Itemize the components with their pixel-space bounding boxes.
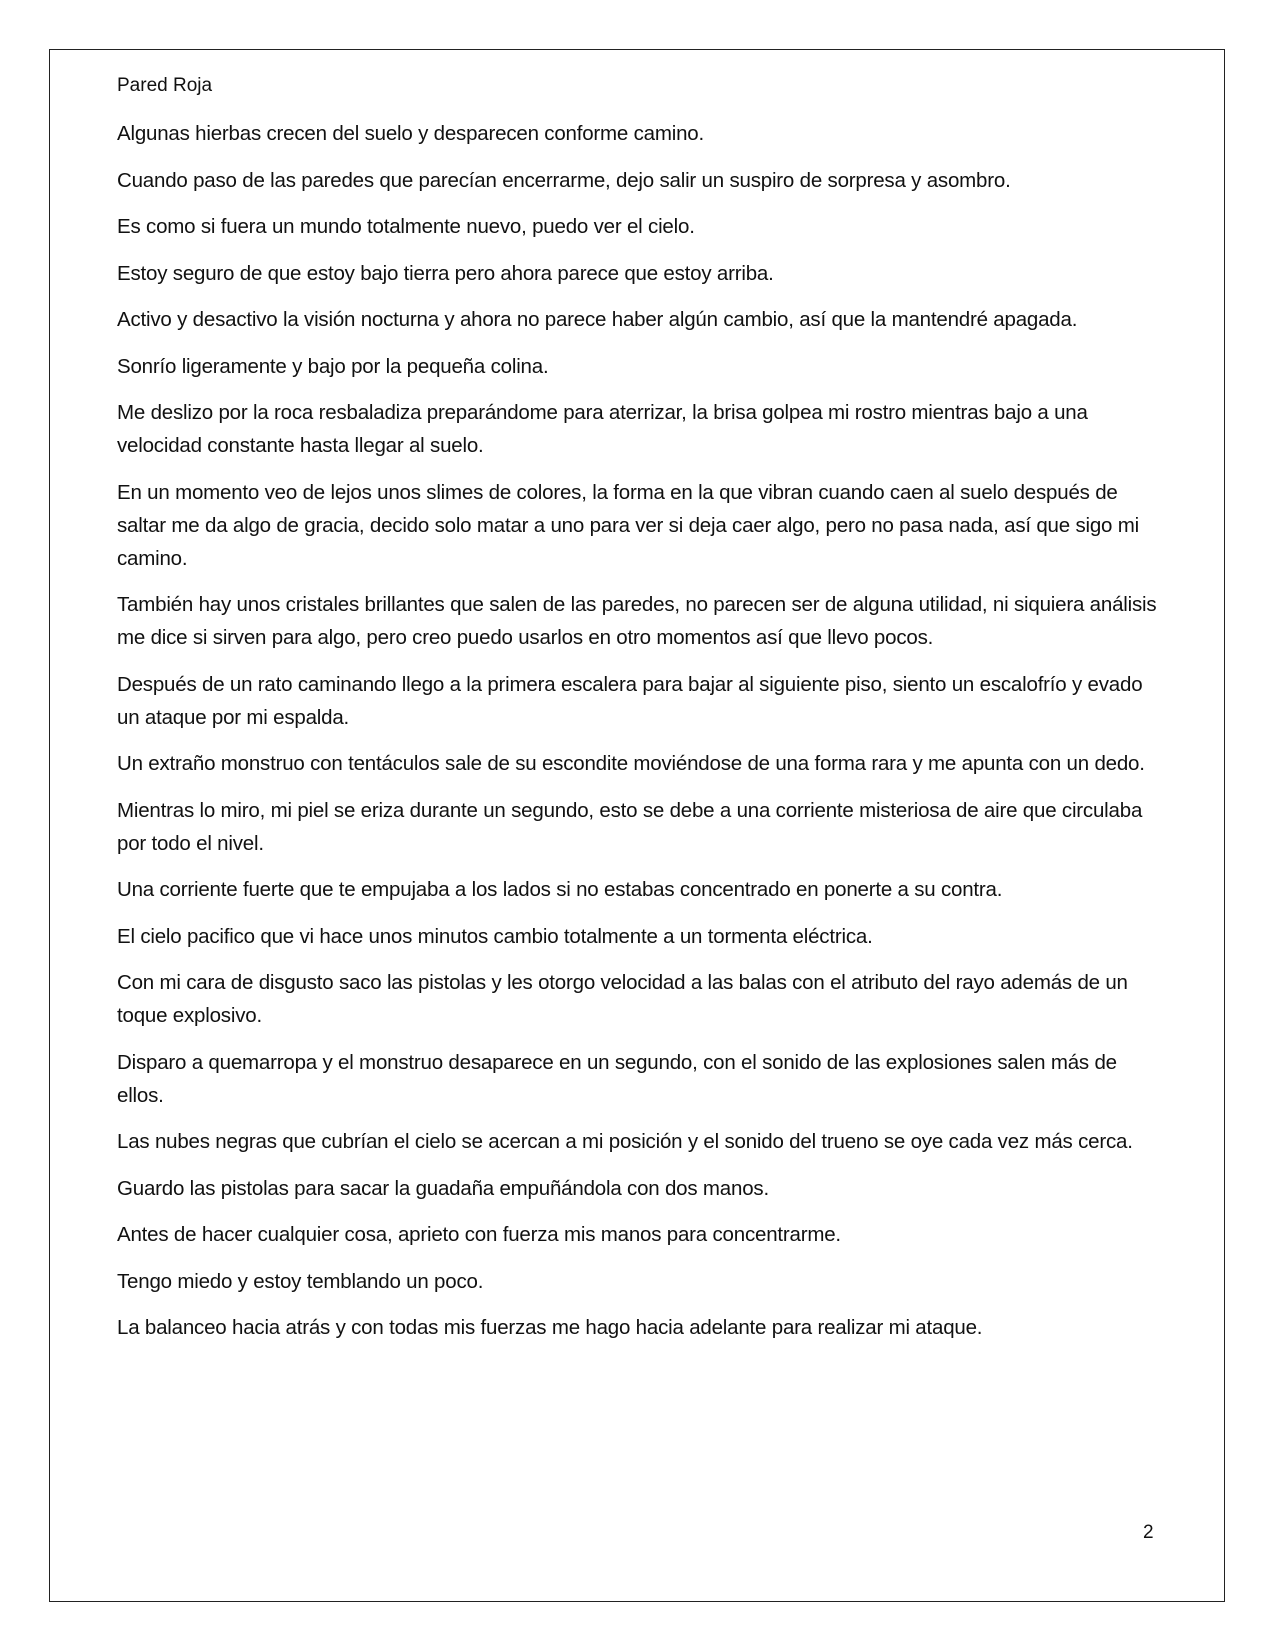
paragraph: Una corriente fuerte que te empujaba a los lados si no estabas concentrado en ponerte a su contra.: [117, 878, 1003, 901]
paragraph: Antes de hacer cualquier cosa, aprieto con fuerza mis manos para concentrarme.: [117, 1223, 841, 1246]
paragraph: Me deslizo por la roca resbaladiza preparándome para aterrizar, la brisa golpea mi rostro mientras bajo a una velocidad constante hasta llegar al suelo.: [117, 401, 1088, 457]
paragraph: También hay unos cristales brillantes que salen de las paredes, no parecen ser de alguna utilidad, ni siquiera análisis me dice si sirven para algo, pero creo puedo usarlos en otro momentos así que llevo pocos.: [117, 593, 1157, 649]
paragraph: Con mi cara de disgusto saco las pistolas y les otorgo velocidad a las balas con el atributo del rayo además de un toque explosivo.: [117, 971, 1128, 1027]
paragraph: En un momento veo de lejos unos slimes de colores, la forma en la que vibran cuando caen al suelo después de saltar me da algo de gracia, decido solo matar a uno para ver si deja caer algo, pero no pasa nada, así que sigo mi camino.: [117, 480, 1139, 570]
paragraph: La balanceo hacia atrás y con todas mis fuerzas me hago hacia adelante para realizar mi ataque.: [117, 1316, 983, 1339]
paragraph: Activo y desactivo la visión nocturna y ahora no parece haber algún cambio, así que la mantendré apagada.: [117, 308, 1078, 331]
page-number: 2: [1143, 1522, 1154, 1543]
paragraph: Tengo miedo y estoy temblando un poco.: [117, 1269, 484, 1293]
paragraph: El cielo pacifico que vi hace unos minutos cambio totalmente a un tormenta eléctrica.: [117, 924, 873, 948]
paragraph: Cuando paso de las paredes que parecían encerrarme, dejo salir un suspiro de sorpresa y asombro.: [117, 168, 1011, 192]
document-body: [117, 117, 1167, 1358]
paragraph: Algunas hierbas crecen del suelo y desparecen conforme camino.: [117, 122, 704, 145]
paragraph: Un extraño monstruo con tentáculos sale de su escondite moviéndose de una forma rara y me apunta con un dedo.: [117, 752, 1145, 775]
paragraph: Disparo a quemarropa y el monstruo desaparece en un segundo, con el sonido de las explosiones salen más de ellos.: [117, 1050, 1117, 1107]
paragraph: Es como si fuera un mundo totalmente nuevo, puedo ver el cielo.: [117, 215, 695, 238]
paragraph: Guardo las pistolas para sacar la guadaña empuñándola con dos manos.: [117, 1176, 769, 1200]
paragraph: Sonrío ligeramente y bajo por la pequeña colina.: [117, 354, 549, 378]
paragraph: Después de un rato caminando llego a la primera escalera para bajar al siguiente piso, siento un escalofrío y evado un ataque por mi espalda.: [117, 672, 1143, 729]
paragraph: Estoy seguro de que estoy bajo tierra pero ahora parece que estoy arriba.: [117, 261, 774, 285]
paragraph: Mientras lo miro, mi piel se eriza durante un segundo, esto se debe a una corriente misteriosa de aire que circulaba por todo el nivel.: [117, 798, 1143, 855]
document-header: Pared Roja: [117, 75, 213, 96]
paragraph: Las nubes negras que cubrían el cielo se acercan a mi posición y el sonido del trueno se oye cada vez más cerca.: [117, 1130, 1133, 1153]
